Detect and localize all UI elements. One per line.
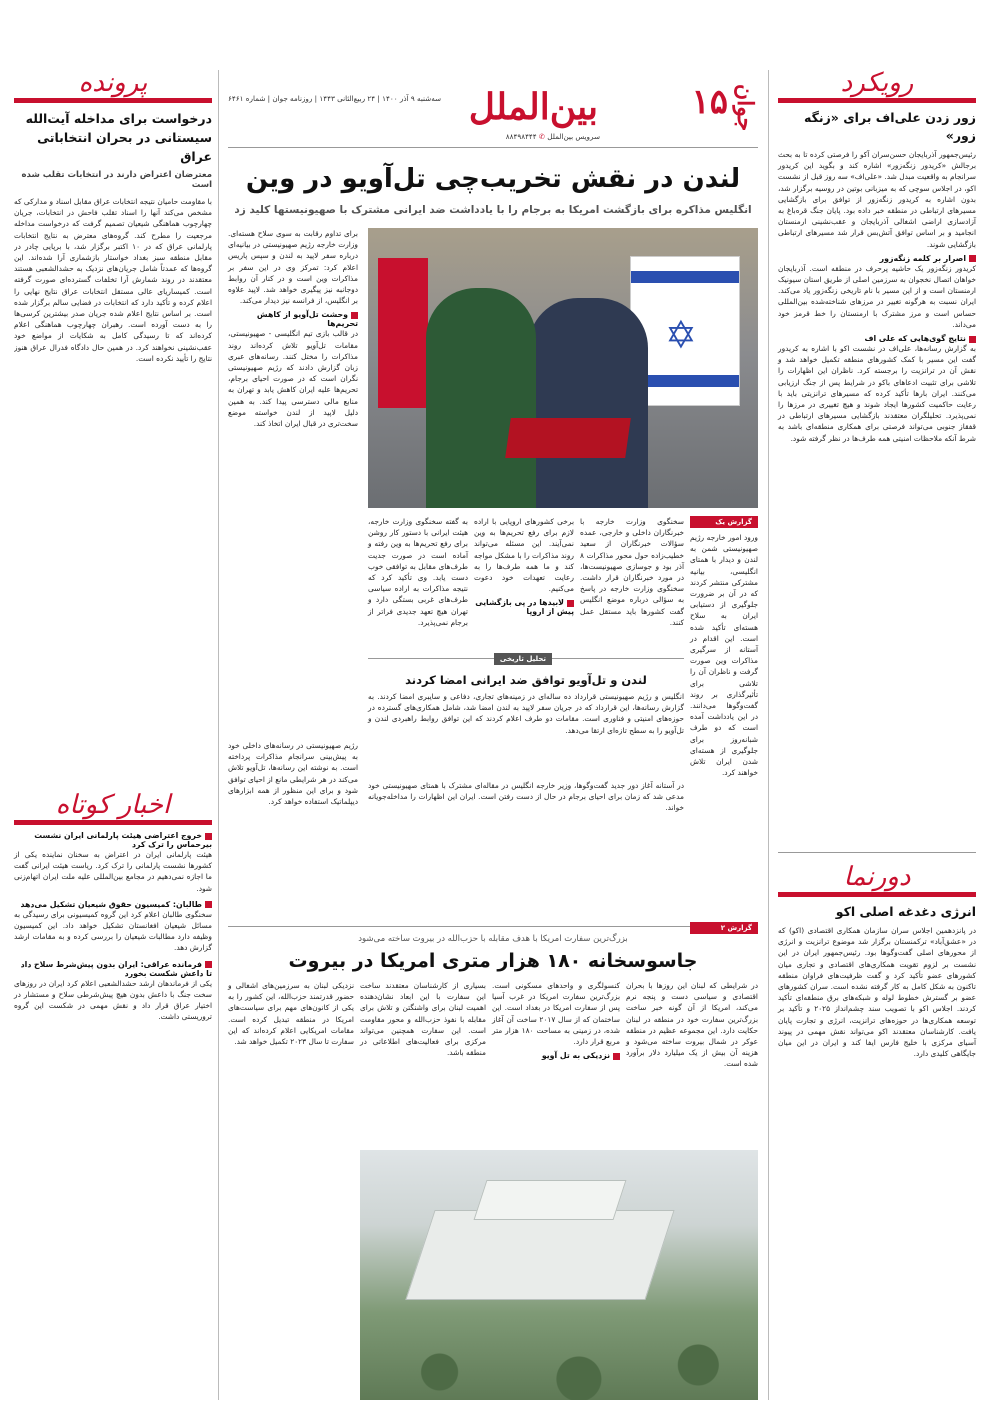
main-photo: [368, 228, 758, 508]
embassy-photo: [360, 1150, 758, 1400]
right-body-2: کریدور زنگه‌زور یک حاشیه پرحرف در منطقه است. آذربایجان خواهان اتصال نخجوان به سرزمین اصلی از طریق استان سیونیک ارمنستان است و از این مسیر با نام تاریخی زنگه‌زور یاد می‌کند. ایران نسبت به هرگونه تغییر در مرزهای شناخته‌شده بین‌المللی حساس است و مرز مشترک با ارمنستان را خط قرمز خود می‌داند.: [778, 263, 976, 329]
news-body: سخنگوی طالبان اعلام کرد این گروه کمیسیونی برای رسیدگی به مسائل شیعیان افغانستان تشکیل خواهد داد. این کمیسیون وظیفه دارد مطالبات شیعیان را بررسی کرده و به مقامات ارشد گزارش دهد.: [14, 909, 212, 953]
main-subheadline: انگلیس مذاکره برای بازگشت امریکا به برجام را با یادداشت ضد ایرانی مشترک با صهیونیستها کلید زد: [234, 204, 752, 216]
article-2-col-1: در شرایطی که لبنان این روزها با بحران اقتصادی و سیاسی دست و پنجه نرم می‌کند، امریکا از آن گونه خبر ساخت بزرگ‌ترین سفارت خود در منطقه در لبنان حکایت دارد. این مجموعه عظیم در منطقه عوکر در شمال بیروت ساخته می‌شود و هزینه آن بیش از یک میلیارد دلار برآورد شده است.: [626, 981, 758, 1069]
sidebar-tag: تحلیل تاریخی: [494, 653, 552, 665]
uk-flag: [378, 258, 428, 408]
square-bullet-icon: [969, 255, 976, 262]
rubric-short-news: اخبار کوتاه: [55, 790, 171, 820]
trees: [360, 1330, 758, 1400]
square-bullet-icon: [205, 961, 212, 968]
editor-label: سرویس بین‌الملل: [547, 132, 600, 141]
square-bullet-icon: [205, 901, 212, 908]
bottom-right-article: [778, 862, 976, 1402]
lead-subhead: وحشت تل‌آویو از کاهش تحریم‌ها: [256, 310, 358, 329]
rubric-bar: [14, 98, 212, 103]
left-kicker: معترضان اعتراض دارند در انتخابات تقلب شده است: [21, 170, 212, 190]
masthead-rule: [228, 147, 758, 148]
section-rule: [778, 852, 976, 853]
embassy-building: [474, 1180, 627, 1220]
phone-icon: ✆: [538, 132, 545, 141]
left-column: [14, 68, 212, 1398]
date-line: سه‌شنبه ۹ آذر ۱۴۰۰ | ۲۴ ربیع‌الثانی ۱۴۴۳ | روزنامه جوان | شماره ۶۴۶۱: [228, 94, 442, 103]
article-2-col-3: بسیاری از کارشناسان معتقدند ساخت این سفارت با این ابعاد نشان‌دهنده اهمیت لبنان برای واشنگتن و تلاش برای مقابله با نفوذ حزب‌الله و محور مقاومت است. این سفارت همچنین می‌تواند مرکزی برای فعالیت‌های اطلاعاتی در منطقه باشد.: [360, 981, 486, 1058]
column-rule: [768, 70, 769, 1400]
man-figure: [528, 298, 648, 508]
left-headline: درخواست برای مداخله آیت‌الله سیستانی در بحران انتخاباتی عراق: [25, 111, 212, 164]
paper-name: جوان: [732, 84, 758, 132]
embassy-building: [405, 1210, 674, 1300]
news-body: هیئت پارلمانی ایران در اعتراض به سخنان نماینده یکی از کشورها نشست پارلمانی را ترک کرد. ریاست هیئت ایرانی گفت ما اجازه نمی‌دهیم در مجامع بین‌المللی علیه ملت ایران اتهام‌زنی شود.: [14, 850, 212, 893]
news-item: [14, 900, 212, 954]
woman-figure: [426, 288, 536, 508]
report-tag: گزارش یک: [690, 516, 758, 528]
article-2-tag: گزارش ۲: [690, 922, 758, 934]
lead-body-1: برای تداوم رقابت به سوی سلاح هسته‌ای. وزارت خارجه رژیم صهیونیستی در بیانیه‌ای درباره سفر لاپید به لندن و سپس پاریس اعلام کرد: تمرکز وی در این سفر بر مذاکرات وین است و در کنار آن روابط دوجانبه نیز پیگیری خواهد شد. لاپید علاوه بر انگلیس، از فرانسه نیز دیدار می‌کند.: [228, 229, 358, 306]
sidebar-body: انگلیس و رژیم صهیونیستی قرارداد ده ساله‌ای در زمینه‌های تجاری، دفاعی و سایبری امضا کردند. به گزارش رسانه‌ها، این قرارداد که در جریان سفر لاپید به لندن امضا شد، شامل همکاری‌های گسترده در حوزه‌های امنیتی و فناوری است. مقامات دو طرف اعلام کردند که این توافق روابط راهبردی لندن و تل‌آویو را به سطح تازه‌ای ارتقا می‌دهد.: [368, 692, 684, 735]
article-col-c: به گفته سخنگوی وزارت خارجه، هیئت ایرانی با دستور کار روشن برای رفع تحریم‌ها به وین رفته و آماده است در صورت جدیت طرف‌های مقابل به توافقی خوب دست یابد. وی تأکید کرد که نتیجه مذاکرات به اراده سیاسی طرف‌های غربی بستگی دارد و تهران هیچ تعهد جدیدی فراتر از برجام نمی‌پذیرد.: [368, 517, 468, 627]
right-headline: زور زدن علی‌اف برای «زنگه زور»: [804, 110, 976, 143]
rubric-rooykard: رویکرد: [840, 68, 914, 98]
news-title: خروج اعتراضی هیئت پارلمانی ایران نشست بیرحماس را ترک کرد: [34, 831, 212, 849]
article-2-kicker: بزرگ‌ترین سفارت امریکا با هدف مقابله با حزب‌الله در بیروت ساخته می‌شود: [358, 934, 628, 944]
left-body: با مقاومت حامیان نتیجه انتخابات عراق مقابل اسناد و مدارکی که مشخص می‌کند آنها را اسناد تقلب فاحش در انتخابات، جریان چهارچوب هماهنگی شیعیان تصمیم گرفت که درخواست مداخله مرجعیت را مطرح کند. گروه‌های معترض به نتایج انتخابات پارلمانی عراق که در ۱۰ اکتبر برگزار شد، با برپایی چادر در مقابل منطقه سبز بغداد خواستار بازشماری آرا شده‌اند. این گروه‌ها که عمدتاً شامل جریان‌های نزدیک به حشدالشعبی هستند معتقدند در روند شمارش آرا تخلفات گسترده‌ای صورت گرفته است. کمیساریای عالی مستقل انتخابات عراق نتایج نهایی را اعلام کرده و تأکید دارد که انتخابات در فضایی سالم برگزار شده است. بر اساس نتایج اعلام شده جریان صدر بیشترین کرسی‌ها را به دست آورده است. رهبران چهارچوب هماهنگی اعلام کرده‌اند که تا رسیدگی کامل به شکایات از مواضع خود عقب‌نشینی نخواهند کرد. در همین حال دادگاه فدرال عراق هنوز نتایج را تأیید نکرده است.: [14, 197, 212, 363]
sidebar-headline: لندن و تل‌آویو توافق ضد ایرانی امضا کردند: [405, 673, 647, 687]
square-bullet-icon: [205, 833, 212, 840]
news-title: طالبان: کمیسیون حقوق شیعیان تشکیل می‌دهد: [14, 900, 212, 909]
rubric-bar: [778, 98, 976, 103]
masthead: [228, 78, 758, 148]
article-2-col-4: نزدیکی لبنان به سرزمین‌های اشغالی و حضور قدرتمند حزب‌الله، این کشور را به یکی از کانون‌های مهم برای سیاست‌های امریکا در منطقه تبدیل کرده است. مقامات امریکایی اعلام کرده‌اند که این سفارت تا سال ۲۰۲۳ تکمیل خواهد شد.: [228, 981, 354, 1047]
phone-number: ۸۸۴۹۸۴۴۴: [505, 132, 537, 141]
article-2-headline: جاسوسخانه ۱۸۰ هزار متری امریکا در بیروت: [288, 950, 698, 972]
rubric-parvandeh: پرونده: [78, 68, 148, 98]
report-body: ورود امور خارجه رژیم صهیونیستی شمن به لندن و دیدار با همتای انگلیسی، بیانیه مشترکی منتشر کردند که در آن بر ضرورت جلوگیری از دستیابی ایران به سلاح هسته‌ای تأکید شده است. این اقدام در آستانه از سرگیری مذاکرات وین صورت گرفت و ناظران آن را تلاشی برای تأثیرگذاری بر روند گفت‌وگوها می‌دانند. در این یادداشت آمده است که دو طرف شبانه‌روز برای جلوگیری از هسته‌ای شدن ایران تلاش خواهند کرد.: [690, 533, 758, 778]
article-2-rule: [228, 926, 758, 927]
right-subhead-2: نتایج گوی‌هایی که علی اف: [778, 334, 976, 343]
square-bullet-icon: [567, 600, 574, 607]
news-body: یکی از فرماندهان ارشد حشدالشعبی اعلام کرد ایران در روزهای سخت جنگ با داعش بدون هیچ پیش‌شرطی سلاح و مستشار در اختیار عراق قرار داد و نقش مهمی در شکست این گروه تروریستی داشت.: [14, 978, 212, 1022]
report-column: [690, 516, 758, 936]
right-column: [778, 68, 976, 848]
bottom-right-headline: انرژی دغدغه اصلی اکو: [835, 904, 976, 919]
red-folder: [505, 418, 631, 458]
rubric-doornama: دورنما: [843, 862, 911, 892]
article-col-b: برخی کشورهای اروپایی با اراده لازم برای رفع تحریم‌ها به وین نمی‌آیند. این مسئله می‌تواند روند مذاکرات را با مشکل مواجه کند و ما همه طرف‌ها را به رعایت تعهدات خود دعوت می‌کنیم. لابیدها در پی بازگشایی پیش از اروپا: [474, 517, 574, 617]
paper-logo: [678, 78, 758, 138]
section-logo: بين‌الملل: [468, 86, 598, 128]
article-2-col-2: کنسولگری و واحدهای مسکونی است. بزرگ‌ترین سفارت امریکا در غرب آسیا پس از سفارت امریکا در بغداد است. این ساختمان که از سال ۲۰۱۷ ساخت آن آغاز شده، در زمینی به مساحت ۱۸۰ هزار متر مربع قرار دارد. نزدیکی به تل آویو: [492, 981, 620, 1061]
article-col-e: در آستانه آغاز دور جدید گفت‌وگوها، وزیر خارجه انگلیس در مقاله‌ای مشترک با همتای صهیونیستی خود مدعی شد که زمان برای احیای برجام در حال از دست رفتن است. ایران این اظهارات را مداخله‌جویانه خواند.: [368, 781, 684, 813]
article-col-d: رژیم صهیونیستی در رسانه‌های داخلی خود به پیش‌بینی سرانجام مذاکرات پرداخته است. به نوشته این رسانه‌ها، تل‌آویو تلاش می‌کند در هر شرایطی مانع از احیای توافق شود و برای این منظور از همه ابزارهای دیپلماتیک استفاده خواهد کرد.: [228, 741, 358, 807]
main-headline: لندن در نقش تخریب‌چی تل‌آویو در وین: [245, 164, 741, 194]
lead-column: [228, 228, 358, 728]
right-body-1: رئیس‌جمهور آذربایجان حسن‌سران آکو را فرصتی کرده تا به بحث برجالش «کریدور زنگه‌زور» اشاره کند و بگوید این کریدور سرانجام به واقعیت مبدل شد. «علی‌اف» سه روز قبل از نشست اکو، در اجلاس سوچی که به میزبانی بوتین در روسیه برگزار شد، بدون اشاره به کریدور زنگه‌زور از توافق برای بازگشایی مسیرهای ارتباطی در منطقه خبر داده بود. پایان جنگ قره‌باغ به آزادسازی اراضی اشغالی آذربایجان و عقب‌نشینی ارمنستان انجامید و بر اساس توافق آتش‌بس قرار شد مسیرهای ارتباطی بازگشایی شوند.: [778, 150, 976, 249]
rubric-bar: [14, 820, 212, 825]
anniversary-number: ۱۵: [691, 82, 728, 122]
square-bullet-icon: [613, 1053, 620, 1060]
editor-line: [506, 132, 600, 141]
right-body-3: به گزارش رسانه‌ها، علی‌اف در نشست اکو با اشاره به کریدور گفت این مسیر با کمک کشورهای منطقه تکمیل خواهد شد و نقش آن در ترانزیت را برجسته کرد. ناظران این اظهارات را تلاشی برای تثبیت ادعاهای باکو در شرایط پس از جنگ ارزیابی می‌کنند. ایران بارها تأکید کرده که مسیرهای ترانزیتی باید با رعایت حاکمیت کشورها ایجاد شوند و هیچ تغییری در مرزها را نمی‌پذیرد. تحلیلگران معتقدند بازگشایی مسیرهای ارتباطی در قفقاز جنوبی می‌تواند فرصتی برای همکاری منطقه‌ای باشد به شرط آنکه ملاحظات امنیتی همه طرف‌ها در نظر گرفته شود.: [778, 344, 976, 443]
lead-body-2: در قالب بازی تیم انگلیسی - صهیونیستی، مقامات تل‌آویو تلاش کرده‌اند روند مذاکرات را مختل کنند. رسانه‌های عبری زبان گزارش دادند که رژیم صهیونیستی نگران است که در صورت احیای برجام، تحریم‌ها علیه ایران کاهش یابد و تهران به منابع مالی دسترسی پیدا کند. به همین دلیل لاپید از لندن خواسته موضع سخت‌تری در قبال ایران اتخاذ کند.: [228, 329, 358, 429]
square-bullet-icon: [969, 336, 976, 343]
sidebar-box: [368, 655, 684, 890]
article-col-a: سخنگوی وزارت خارجه با خبرنگاران داخلی و خارجی، عمده سؤالات خبرنگاران از سعید خطیب‌زاده حول محور مذاکرات ۸ آذر بود و جوسازی صهیونیست‌ها، در مورد خبرنگاران قرار داشت. سخنگوی وزارت خارجه در پاسخ به سؤالی درباره موضع انگلیس گفت کشورها باید مستقل عمل کنند.: [580, 517, 684, 627]
right-subhead-1: اصرار بر کلمه زنگه‌زور: [778, 254, 976, 263]
news-title: فرمانده عراقی: ایران بدون پیش‌شرط سلاح داد تا داعش شکست بخورد: [20, 959, 212, 978]
israel-flag: ✡: [630, 256, 740, 406]
square-bullet-icon: [351, 312, 358, 319]
rubric-bar: [778, 892, 976, 897]
news-item: [14, 960, 212, 1023]
column-rule: [218, 70, 219, 1400]
bottom-right-body: در پانزدهمین اجلاس سران سازمان همکاری اقتصادی (اکو) که در «عشق‌آباد» ترکمنستان برگزار شد موضوع ترانزیت و انرژی از محورهای اصلی گفت‌وگوها بود. رئیس‌جمهور ایران در این نشست بر لزوم تقویت همکاری‌های اقتصادی و تجاری میان کشورهای عضو تأکید کرد و گفت ظرفیت‌های فراوان منطقه تاکنون به شکل کامل به کار گرفته نشده است. سران کشورهای عضو بر گسترش خطوط لوله و شبکه‌های برق منطقه‌ای تأکید کردند. اجلاس اکو با تصویب سند چشم‌انداز ۲۰۲۵ و تأکید بر توسعه همکاری‌ها در حوزه‌های ترانزیت، انرژی و تجارت پایان یافت. کارشناسان معتقدند اکو می‌تواند نقش مهمی در پیوند آسیای مرکزی با خلیج فارس ایفا کند و ایران در این میان جایگاهی کلیدی دارد.: [778, 926, 976, 1059]
news-item: [14, 831, 212, 894]
